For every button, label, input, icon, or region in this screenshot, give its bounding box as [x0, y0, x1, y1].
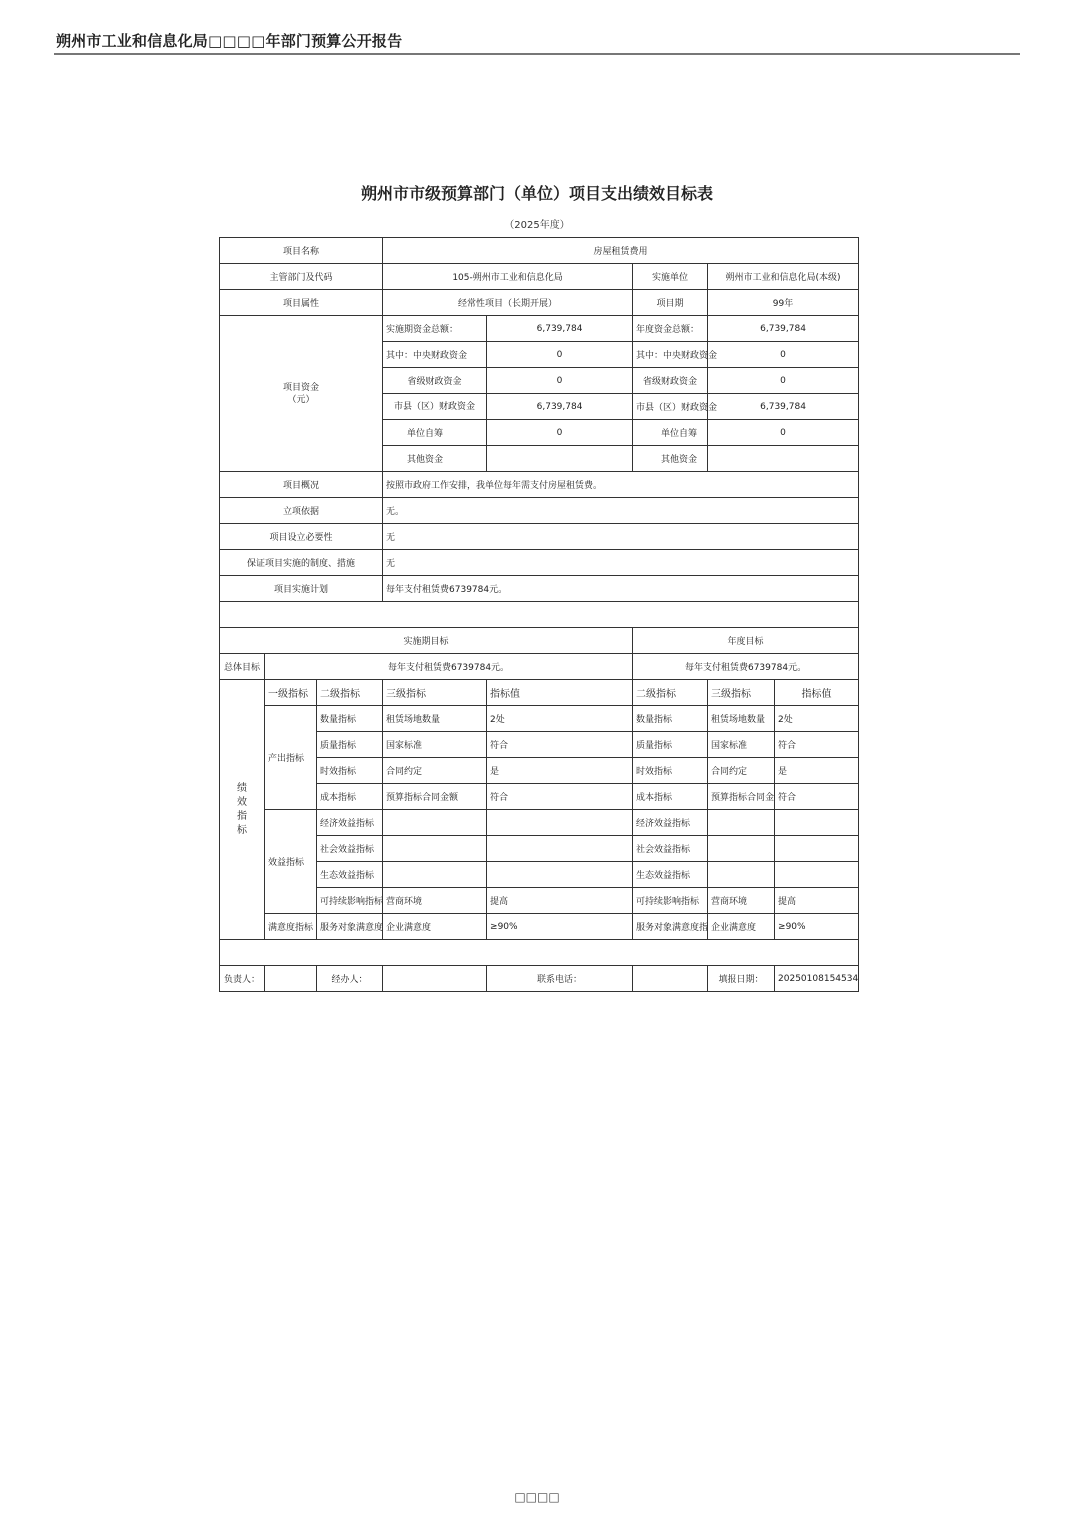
- label-responsible: 负责人：: [220, 966, 265, 992]
- indicator-l2: 成本指标: [317, 784, 383, 810]
- indicator-value: 符合: [487, 784, 633, 810]
- indicator-l3: 国家标准: [383, 732, 487, 758]
- col-level3: 三级指标: [383, 680, 487, 706]
- label-central-funds: 其中：中央财政资金: [383, 342, 487, 368]
- label-phone: 联系电话：: [487, 966, 633, 992]
- indicator-value-annual: [775, 862, 859, 888]
- value-phone: [633, 966, 708, 992]
- indicator-l2-annual: 成本指标: [633, 784, 708, 810]
- indicator-l3: [383, 810, 487, 836]
- indicator-l2-annual: 社会效益指标: [633, 836, 708, 862]
- label-project-attr: 项目属性: [220, 290, 383, 316]
- indicator-l3-annual: [708, 836, 775, 862]
- value-self-funds: 0: [487, 420, 633, 446]
- indicator-l2: 服务对象满意度: [317, 914, 383, 940]
- label-output-indicator: 产出指标: [265, 706, 317, 810]
- value-other-funds: [487, 446, 633, 472]
- label-self-funds: 单位自筹: [383, 420, 487, 446]
- value-period-goal: 每年支付租赁费6739784元。: [265, 654, 633, 680]
- label-project-funds: 项目资金 （元）: [220, 316, 383, 472]
- label-annual-total: 年度资金总额：: [633, 316, 708, 342]
- indicator-value: 2处: [487, 706, 633, 732]
- indicator-l2-annual: 可持续影响指标: [633, 888, 708, 914]
- label-impl-unit: 实施单位: [633, 264, 708, 290]
- performance-target-table: [219, 237, 859, 992]
- indicator-l3-annual: 合同约定: [708, 758, 775, 784]
- label-fill-date: 填报日期：: [708, 966, 775, 992]
- indicator-l2: 数量指标: [317, 706, 383, 732]
- indicator-value-annual: ≥90%: [775, 914, 859, 940]
- value-fill-date: 20250108154534: [775, 966, 859, 992]
- col-level2: 二级指标: [317, 680, 383, 706]
- value-city-funds-annual: 6,739,784: [708, 394, 859, 420]
- document-title: 朔州市市级预算部门（单位）项目支出绩效目标表: [360, 184, 713, 203]
- indicator-l2: 质量指标: [317, 732, 383, 758]
- indicator-value-annual: 符合: [775, 732, 859, 758]
- blank-row: [220, 602, 859, 628]
- header-divider: [54, 53, 1020, 55]
- indicator-value: 提高: [487, 888, 633, 914]
- value-necessity: 无: [383, 524, 859, 550]
- value-measures: 无: [383, 550, 859, 576]
- indicator-value-annual: 提高: [775, 888, 859, 914]
- col-ind-value-annual: 指标值: [775, 680, 859, 706]
- label-dept-code: 主管部门及代码: [220, 264, 383, 290]
- indicator-l3: 租赁场地数量: [383, 706, 487, 732]
- page-header-title: 朔州市工业和信息化局□□□□年部门预算公开报告: [56, 32, 403, 50]
- indicator-l3-annual: [708, 862, 775, 888]
- value-annual-goal: 每年支付租赁费6739784元。: [633, 654, 859, 680]
- value-central-funds-annual: 0: [708, 342, 859, 368]
- indicator-l3: 预算指标合同金额: [383, 784, 487, 810]
- indicator-l2: 时效指标: [317, 758, 383, 784]
- value-provincial-funds: 0: [487, 368, 633, 394]
- value-basis: 无。: [383, 498, 859, 524]
- value-overview: 按照市政府工作安排，我单位每年需支付房屋租赁费。: [383, 472, 859, 498]
- label-other-funds: 其他资金: [383, 446, 487, 472]
- indicator-l2: 生态效益指标: [317, 862, 383, 888]
- label-annual-goal: 年度目标: [633, 628, 859, 654]
- indicator-l3: [383, 862, 487, 888]
- value-plan: 每年支付租赁费6739784元。: [383, 576, 859, 602]
- indicator-l3-annual: 企业满意度: [708, 914, 775, 940]
- label-central-funds-annual: 其中：中央财政资金: [633, 342, 708, 368]
- col-level2-annual: 二级指标: [633, 680, 708, 706]
- indicator-l2-annual: 数量指标: [633, 706, 708, 732]
- label-overview: 项目概况: [220, 472, 383, 498]
- label-city-funds: 市县（区）财政资金: [383, 394, 487, 420]
- value-period-total: 6,739,784: [487, 316, 633, 342]
- label-plan: 项目实施计划: [220, 576, 383, 602]
- indicator-l3-annual: 国家标准: [708, 732, 775, 758]
- indicator-value-annual: 2处: [775, 706, 859, 732]
- indicator-l3-annual: [708, 810, 775, 836]
- value-other-funds-annual: [708, 446, 859, 472]
- label-benefit-indicator: 效益指标: [265, 810, 317, 914]
- indicator-value: ≥90%: [487, 914, 633, 940]
- value-city-funds: 6,739,784: [487, 394, 633, 420]
- indicator-l2-annual: 质量指标: [633, 732, 708, 758]
- label-period-total: 实施期资金总额：: [383, 316, 487, 342]
- col-level3-annual: 三级指标: [708, 680, 775, 706]
- label-overall-goal: 总体目标: [220, 654, 265, 680]
- indicator-l3-annual: 营商环境: [708, 888, 775, 914]
- indicator-l2-annual: 生态效益指标: [633, 862, 708, 888]
- indicator-value: 符合: [487, 732, 633, 758]
- label-period-goal: 实施期目标: [220, 628, 633, 654]
- indicator-l3-annual: 租赁场地数量: [708, 706, 775, 732]
- value-dept-code: 105-朔州市工业和信息化局: [383, 264, 633, 290]
- label-necessity: 项目设立必要性: [220, 524, 383, 550]
- col-ind-value: 指标值: [487, 680, 633, 706]
- indicator-l2: 经济效益指标: [317, 810, 383, 836]
- page-number: □□□□: [514, 1490, 560, 1504]
- indicator-l3: 合同约定: [383, 758, 487, 784]
- value-central-funds: 0: [487, 342, 633, 368]
- label-satisfaction-indicator: 满意度指标: [265, 914, 317, 940]
- label-perf-indicator: 绩 效 指 标: [220, 680, 265, 940]
- value-project-attr: 经常性项目（长期开展）: [383, 290, 633, 316]
- indicator-value: [487, 862, 633, 888]
- label-basis: 立项依据: [220, 498, 383, 524]
- indicator-l3: [383, 836, 487, 862]
- indicator-l3: 营商环境: [383, 888, 487, 914]
- value-handler: [383, 966, 487, 992]
- label-project-period: 项目期: [633, 290, 708, 316]
- label-other-funds-annual: 其他资金: [633, 446, 708, 472]
- indicator-value: [487, 836, 633, 862]
- document-year: （2025年度）: [504, 220, 570, 231]
- indicator-l3-annual: 预算指标合同金: [708, 784, 775, 810]
- label-handler: 经办人：: [317, 966, 383, 992]
- indicator-l2: 社会效益指标: [317, 836, 383, 862]
- indicator-value-annual: 是: [775, 758, 859, 784]
- indicator-l2-annual: 时效指标: [633, 758, 708, 784]
- indicator-l2: 可持续影响指标: [317, 888, 383, 914]
- label-city-funds-annual: 市县（区）财政资金: [633, 394, 708, 420]
- value-impl-unit: 朔州市工业和信息化局(本级): [708, 264, 859, 290]
- value-responsible: [265, 966, 317, 992]
- label-self-funds-annual: 单位自筹: [633, 420, 708, 446]
- col-level1: 一级指标: [265, 680, 317, 706]
- value-project-period: 99年: [708, 290, 859, 316]
- value-project-name: 房屋租赁费用: [383, 238, 859, 264]
- indicator-value-annual: 符合: [775, 784, 859, 810]
- indicator-l3: 企业满意度: [383, 914, 487, 940]
- blank-row: [220, 940, 859, 966]
- indicator-value: 是: [487, 758, 633, 784]
- indicator-l2-annual: 经济效益指标: [633, 810, 708, 836]
- indicator-l2-annual: 服务对象满意度指: [633, 914, 708, 940]
- label-provincial-funds: 省级财政资金: [383, 368, 487, 394]
- value-provincial-funds-annual: 0: [708, 368, 859, 394]
- indicator-value-annual: [775, 836, 859, 862]
- indicator-value: [487, 810, 633, 836]
- label-provincial-funds-annual: 省级财政资金: [633, 368, 708, 394]
- label-measures: 保证项目实施的制度、措施: [220, 550, 383, 576]
- value-self-funds-annual: 0: [708, 420, 859, 446]
- label-project-name: 项目名称: [220, 238, 383, 264]
- value-annual-total: 6,739,784: [708, 316, 859, 342]
- indicator-value-annual: [775, 810, 859, 836]
